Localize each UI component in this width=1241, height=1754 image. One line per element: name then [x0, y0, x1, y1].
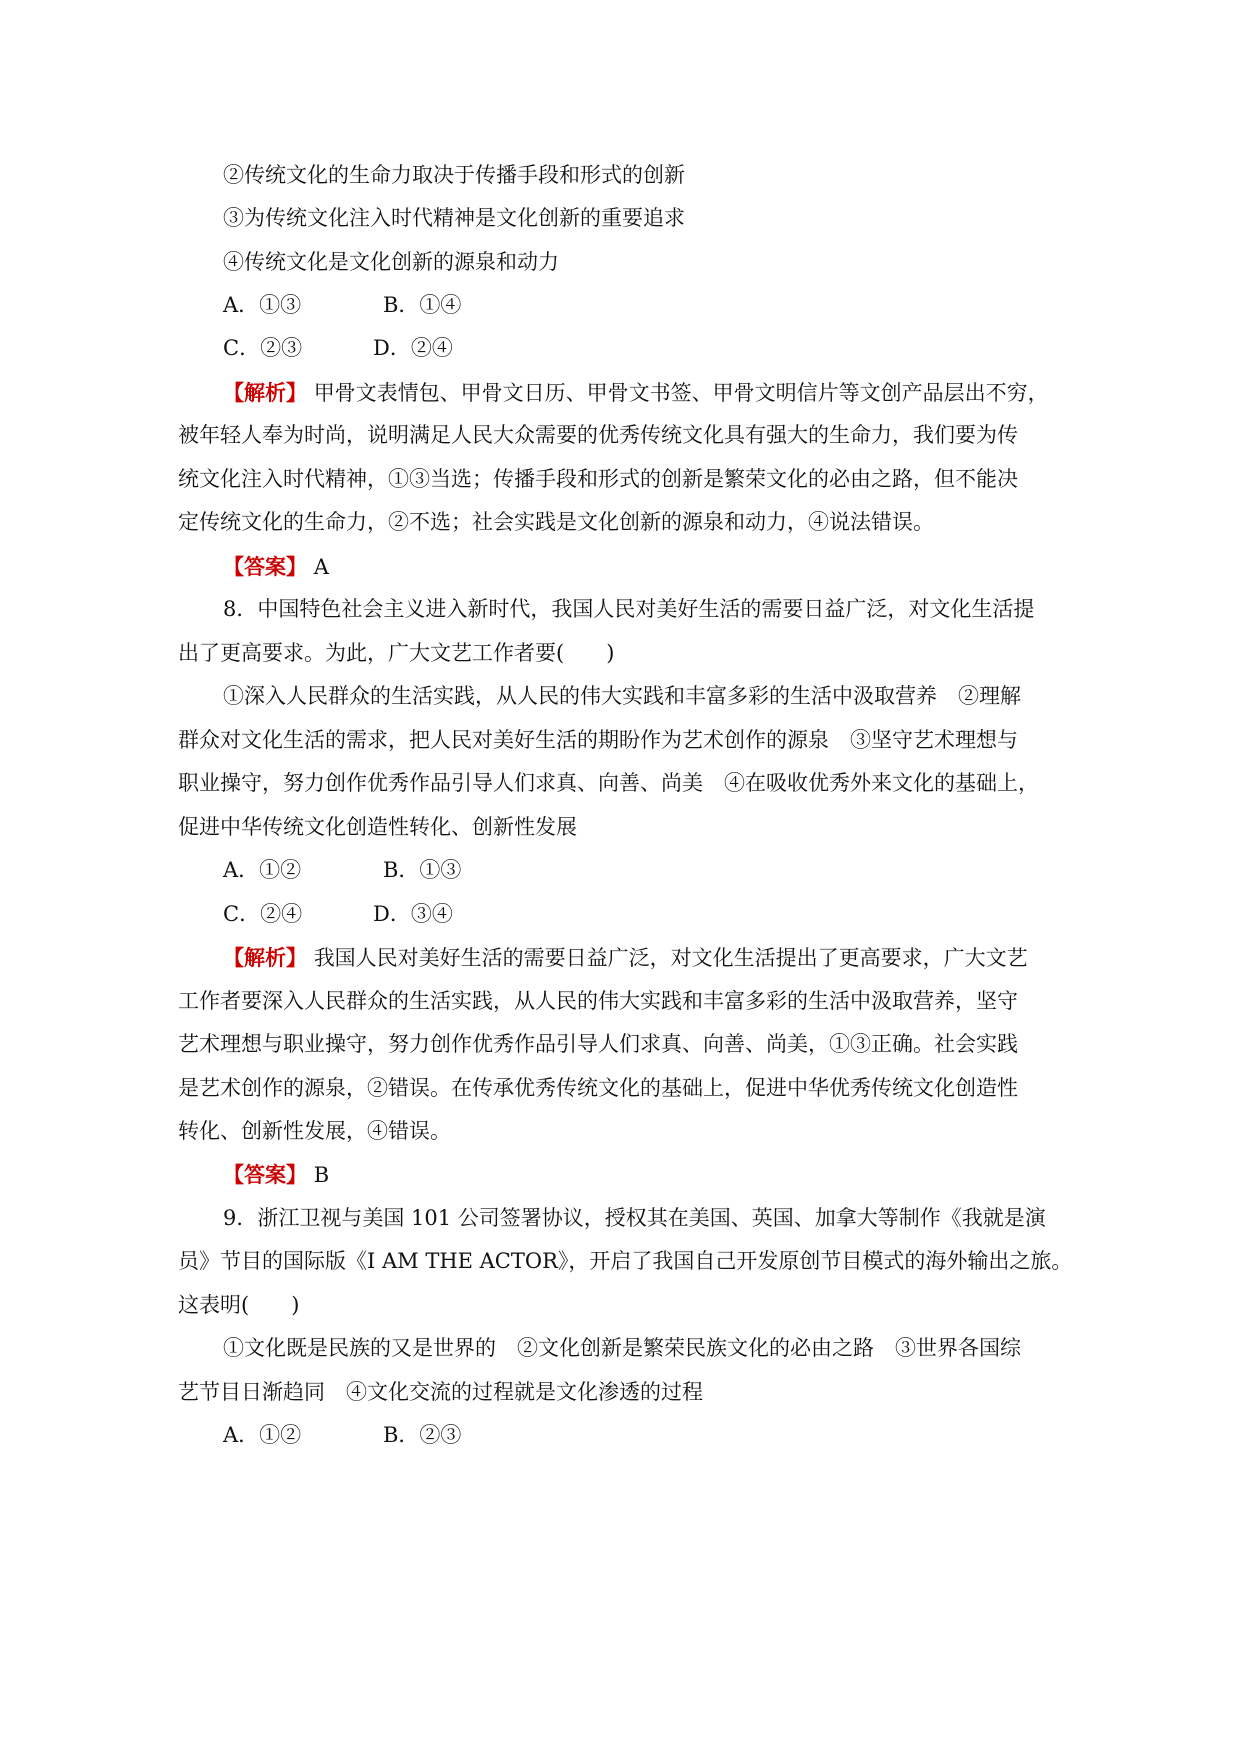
q9-statements-line-1: ①文化既是民族的又是世界的 ②文化创新是繁荣民族文化的必由之路 ③世界各国综 [223, 1336, 1021, 1360]
q8-statements-line-4: 促进中华传统文化创造性转化、创新性发展 [178, 815, 577, 839]
q7-analysis-line-4: 定传统文化的生命力，②不选；社会实践是文化创新的源泉和动力，④说法错误。 [178, 510, 934, 534]
q9-statements-line-2: 艺节目日渐趋同 ④文化交流的过程就是文化渗透的过程 [178, 1380, 703, 1404]
q8-analysis-line-4: 是艺术创作的源泉，②错误。在传承优秀传统文化的基础上，促进中华优秀传统文化创造性 [178, 1076, 1018, 1100]
q9-stem-line-1: 9．浙江卫视与美国 101 公司签署协议，授权其在美国、英国、加拿大等制作《我就是演 [223, 1206, 1046, 1230]
q8-statements-line-1: ①深入人民群众的生活实践，从人民的伟大实践和丰富多彩的生活中汲取营养 ②理解 [223, 684, 1021, 708]
q8-stem-line-2: 出了更高要求。为此，广大文艺工作者要( ) [178, 641, 615, 665]
q8-analysis-line-2: 工作者要深入人民群众的生活实践，从人民的伟大实践和丰富多彩的生活中汲取营养，坚守 [178, 989, 1018, 1013]
q7-statement-2: ②传统文化的生命力取决于传播手段和形式的创新 [223, 163, 685, 187]
q8-analysis-line-5: 转化、创新性发展，④错误。 [178, 1119, 451, 1143]
q7-option-b: B．①④ [383, 293, 462, 317]
q7-analysis-line-2: 被年轻人奉为时尚，说明满足人民大众需要的优秀传统文化具有强大的生命力，我们要为传 [178, 423, 1018, 447]
q7-analysis-label: 【解析】 [223, 380, 307, 405]
q7-options-row-2 [223, 324, 1113, 373]
q7-options-row-1 [223, 281, 1113, 330]
q8-option-d: D．③④ [373, 902, 453, 926]
q7-option-a: A．①③ [223, 293, 302, 317]
q9-option-a: A．①② [223, 1423, 302, 1447]
q7-answer-value: A [313, 555, 329, 579]
q9-stem-line-3: 这表明( ) [178, 1293, 300, 1317]
q7-statement-3: ③为传统文化注入时代精神是文化创新的重要追求 [223, 206, 685, 230]
q7-analysis-text-1: 甲骨文表情包、甲骨文日历、甲骨文书签、甲骨文明信片等文创产品层出不穷， [313, 381, 1049, 405]
q8-options-row-2 [223, 890, 1113, 939]
q8-analysis-line-1 [223, 933, 1113, 983]
q9-option-b: B．②③ [383, 1423, 462, 1447]
q8-option-c: C．②④ [223, 902, 303, 926]
q7-statement-4: ④传统文化是文化创新的源泉和动力 [223, 250, 559, 274]
q8-option-b: B．①③ [383, 858, 462, 882]
q8-analysis-text-1: 我国人民对美好生活的需要日益广泛，对文化生活提出了更高要求，广大文艺 [313, 946, 1028, 970]
q9-stem-line-2: 员》节目的国际版《I AM THE ACTOR》，开启了我国自己开发原创节目模式的海外输出之旅。 [178, 1249, 1073, 1273]
q8-option-a: A．①② [223, 858, 302, 882]
q7-option-d: D．②④ [373, 336, 453, 360]
q8-stem-line-1: 8．中国特色社会主义进入新时代，我国人民对美好生活的需要日益广泛，对文化生活提 [223, 597, 1035, 621]
q7-answer-label: 【答案】 [223, 554, 307, 579]
q8-options-row-1 [223, 846, 1113, 895]
q8-statements-line-2: 群众对文化生活的需求，把人民对美好生活的期盼作为艺术创作的源泉 ③坚守艺术理想与 [178, 728, 1018, 752]
q8-analysis-line-3: 艺术理想与职业操守，努力创作优秀作品引导人们求真、向善、尚美，①③正确。社会实践 [178, 1032, 1018, 1056]
q8-analysis-label: 【解析】 [223, 945, 307, 970]
q8-answer-label: 【答案】 [223, 1162, 307, 1187]
q9-options-row-1 [223, 1411, 1113, 1460]
q8-answer-value: B [313, 1163, 330, 1187]
q8-answer-line [223, 1150, 1113, 1200]
q7-option-c: C．②③ [223, 336, 303, 360]
q8-statements-line-3: 职业操守，努力创作优秀作品引导人们求真、向善、尚美 ④在吸收优秀外来文化的基础上， [178, 771, 1039, 795]
q7-analysis-line-3: 统文化注入时代精神，①③当选；传播手段和形式的创新是繁荣文化的必由之路，但不能决 [178, 467, 1018, 491]
